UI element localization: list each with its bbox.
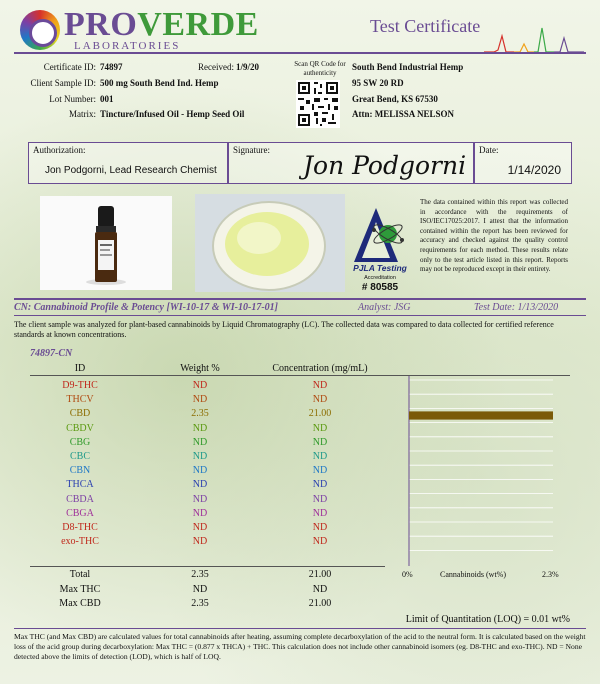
weight-percent: ND [192, 436, 208, 448]
table-row [30, 437, 385, 451]
total-weight: ND [192, 583, 208, 595]
signature-box [228, 142, 474, 184]
method-description: The client sample was analyzed for plant-based cannabinoids by Liquid Chromatography (LC). The collected data was compared to data collected for certified reference standards at known concentrations. [14, 320, 554, 339]
chart-bar-cbd [409, 411, 553, 419]
signature-date: 1/14/2020 [507, 163, 561, 177]
concentration: ND [312, 465, 328, 477]
sample-dish-image [195, 194, 345, 292]
table-row [30, 494, 385, 508]
weight-percent: ND [192, 536, 208, 548]
client-attention: Attn: MELISSA NELSON [352, 109, 455, 119]
totals-row [30, 569, 385, 583]
calculation-footnote: Max THC (and Max CBD) are calculated values for total cannabinoids after heating, assuming complete decarboxylation of the acid to the neutral form. It is calculated based on the weight loss of the acid group during decarboxylation: Max THC = (0.877 x THCA) + THC. This calculation does not include other cannabinoid isomers (eg. D8-THC and exo-THC). ND = None detected above the limits of detection (LOD), which is half of LOQ. [14, 632, 586, 661]
analyte-name: D8-THC [62, 522, 98, 533]
table-row [30, 380, 385, 394]
concentration: ND [312, 479, 328, 491]
sample-vial-image [40, 196, 172, 290]
table-row [30, 408, 385, 422]
weight-percent: ND [192, 451, 208, 462]
date-box [474, 142, 572, 184]
lot-number: 001 [100, 94, 114, 104]
table-row [30, 423, 385, 437]
analyte-name: CBD [69, 408, 91, 420]
total-name: Max THC [59, 583, 101, 595]
weight-percent: ND [192, 479, 208, 491]
pjla-number: # 80585 [361, 282, 399, 292]
analyte-name: CBDV [66, 422, 94, 434]
received-label: Received: [198, 62, 234, 72]
concentration: ND [312, 493, 328, 505]
total-concentration: 21.00 [308, 569, 332, 580]
logo-subtitle: LABORATORIES [74, 40, 181, 52]
qr-label: Scan QR Code for authenticity [294, 60, 346, 77]
concentration: ND [312, 522, 328, 533]
authorization-label: Authorization: [33, 145, 86, 155]
table-row [30, 536, 385, 550]
total-weight: 2.35 [191, 569, 209, 580]
chart-x-min-label: 0% [402, 570, 413, 579]
section-divider-bottom [14, 315, 586, 316]
weight-percent: ND [192, 422, 208, 434]
column-header-concentration: Concentration (mg/mL) [272, 363, 368, 374]
concentration: ND [312, 536, 328, 548]
lot-label: Lot Number: [49, 94, 96, 104]
concentration: ND [312, 436, 328, 448]
weight-percent: ND [192, 465, 208, 477]
total-weight: 2.35 [191, 598, 209, 609]
table-row [30, 508, 385, 522]
sample-info [14, 58, 586, 138]
client-address-line1: 95 SW 20 RD [352, 78, 404, 88]
table-row [30, 451, 385, 465]
test-date: Test Date: 1/13/2020 [474, 302, 559, 313]
authorization-box [28, 142, 228, 184]
pjla-name: PJLA Testing [353, 263, 407, 273]
client-sample-id: 500 mg South Bend Ind. Hemp [100, 78, 219, 88]
client-address-line2: Great Bend, KS 67530 [352, 94, 438, 104]
date-label: Date: [479, 145, 499, 155]
concentration: 21.00 [308, 408, 332, 420]
client-sample-label: Client Sample ID: [30, 78, 96, 88]
analyte-name: CBG [69, 436, 91, 448]
chromatogram-icon [484, 24, 584, 54]
table-row [30, 394, 385, 408]
logo-icon [20, 10, 60, 50]
signature-image [299, 147, 479, 183]
sample-id: 74897-CN [30, 348, 73, 359]
totals-row [30, 584, 385, 598]
column-header-weight: Weight % [180, 363, 220, 374]
analyst: Analyst: JSG [358, 302, 411, 313]
analyte-name: CBC [69, 451, 90, 462]
weight-percent: 2.35 [191, 408, 209, 420]
concentration: ND [312, 507, 328, 519]
pjla-accreditation-logo [340, 200, 420, 292]
analyte-name: D9-THC [62, 380, 98, 391]
limit-of-quantitation: Limit of Quantitation (LOQ) = 0.01 wt% [405, 614, 570, 625]
total-concentration: 21.00 [308, 598, 332, 609]
footer-divider [14, 628, 586, 629]
weight-percent: ND [192, 493, 208, 505]
weight-percent: ND [192, 507, 208, 519]
qr-code-icon[interactable] [296, 80, 340, 128]
table-row [30, 465, 385, 479]
certificate-id-label: Certificate ID: [43, 62, 96, 72]
concentration: ND [312, 394, 328, 406]
chart-x-max-label: 2.3% [542, 570, 559, 579]
totals-rule [30, 566, 385, 567]
svg-text:Jon Podgorni: Jon Podgorni [303, 151, 467, 180]
logo-text: PROVERDE [64, 6, 259, 43]
totals-row [30, 598, 385, 612]
weight-percent: ND [192, 380, 208, 391]
analyte-name: CBDA [66, 493, 94, 505]
concentration: ND [312, 380, 328, 391]
page-title: Test Certificate [370, 16, 481, 36]
section-title: CN: Cannabinoid Profile & Potency [WI-10-17 & WI-10-17-01] [14, 302, 278, 313]
certificate-id: 74897 [100, 62, 123, 72]
accreditation-disclaimer: The data contained within this report was collected in accordance with the requirements of ISO/IEC17025:2017. I attest that the information contained within the report has been reviewed for accuracy and checked against the quality control requirements for each method. These results relate only to the test article listed in this report. Reports may not be reproduced except in their entirety. [420, 198, 568, 274]
chart-x-axis-label: Cannabinoids (wt%) [440, 570, 506, 579]
total-name: Total [69, 569, 91, 580]
table-row [30, 479, 385, 493]
analyte-name: CBN [69, 465, 91, 477]
concentration: ND [312, 451, 328, 462]
cannabinoid-bar-chart [395, 376, 570, 566]
section-divider-top [14, 298, 586, 300]
pjla-sub: Accreditation [364, 275, 396, 281]
analyte-name: THCA [66, 479, 94, 491]
authorized-by: Jon Podgorni, Lead Research Chemist [45, 165, 217, 176]
matrix-label: Matrix: [69, 109, 96, 119]
header-divider [14, 52, 586, 54]
matrix-value: Tincture/Infused Oil - Hemp Seed Oil [100, 109, 245, 119]
client-name: South Bend Industrial Hemp [352, 62, 464, 72]
analyte-name: THCV [66, 394, 94, 406]
weight-percent: ND [192, 522, 208, 533]
total-concentration: ND [312, 583, 328, 595]
total-name: Max CBD [59, 598, 101, 609]
column-header-id: ID [74, 363, 86, 374]
received-date: 1/9/20 [236, 62, 260, 72]
analyte-name: exo-THC [61, 536, 99, 548]
weight-percent: ND [192, 394, 208, 406]
table-row [30, 522, 385, 536]
header [14, 6, 586, 54]
signature-label: Signature: [233, 145, 270, 155]
concentration: ND [312, 422, 328, 434]
analyte-name: CBGA [66, 507, 94, 519]
